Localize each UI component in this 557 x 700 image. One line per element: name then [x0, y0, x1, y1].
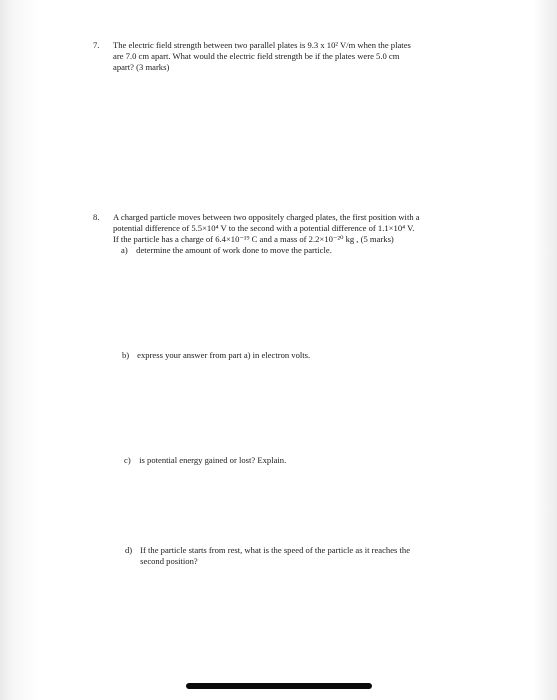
- question-8-number: 8.: [93, 212, 100, 222]
- question-8a: [121, 245, 332, 256]
- question-8-line-3: If the particle has a charge of 6.4×10⁻¹⁹ C and a mass of 2.2×10⁻²⁰ kg , (5 marks): [113, 234, 394, 244]
- question-7-number: 7.: [93, 40, 100, 50]
- question-8d: [125, 545, 410, 567]
- question-7-line-2: are 7.0 cm apart. What would the electric field strength be if the plates were 5.0 cm: [113, 51, 400, 61]
- question-8d-text-line-2: second position?: [140, 556, 198, 566]
- question-7: [93, 40, 533, 80]
- home-indicator-bar[interactable]: [186, 683, 372, 689]
- question-8a-text: determine the amount of work done to move the particle.: [136, 245, 332, 255]
- question-8c-label: c): [124, 455, 131, 465]
- question-8d-label: d): [125, 545, 133, 555]
- question-8c-text: is potential energy gained or lost? Explain.: [139, 455, 287, 465]
- question-8-text: [113, 212, 533, 245]
- question-7-line-1: The electric field strength between two parallel plates is 9.3 x 10² V/m when the plates: [113, 40, 411, 50]
- question-8-line-2: potential difference of 5.5×10⁴ V to the second with a potential difference of 1.1×10⁴ V.: [113, 223, 415, 233]
- question-8a-label: a): [121, 245, 128, 255]
- question-8d-text: If the particle starts from rest, what is the speed of the particle as it reaches the: [140, 545, 411, 555]
- question-8c: [124, 455, 286, 466]
- page-edge-shadow: [533, 0, 557, 700]
- question-8b-label: b): [122, 350, 130, 360]
- question-8-line-1: A charged particle moves between two oppositely charged plates, the first position with a: [113, 212, 420, 222]
- question-7-text: [113, 40, 533, 73]
- question-7-line-3: apart? (3 marks): [113, 62, 170, 72]
- question-8b-text: express your answer from part a) in electron volts.: [137, 350, 311, 360]
- question-8b: [122, 350, 310, 361]
